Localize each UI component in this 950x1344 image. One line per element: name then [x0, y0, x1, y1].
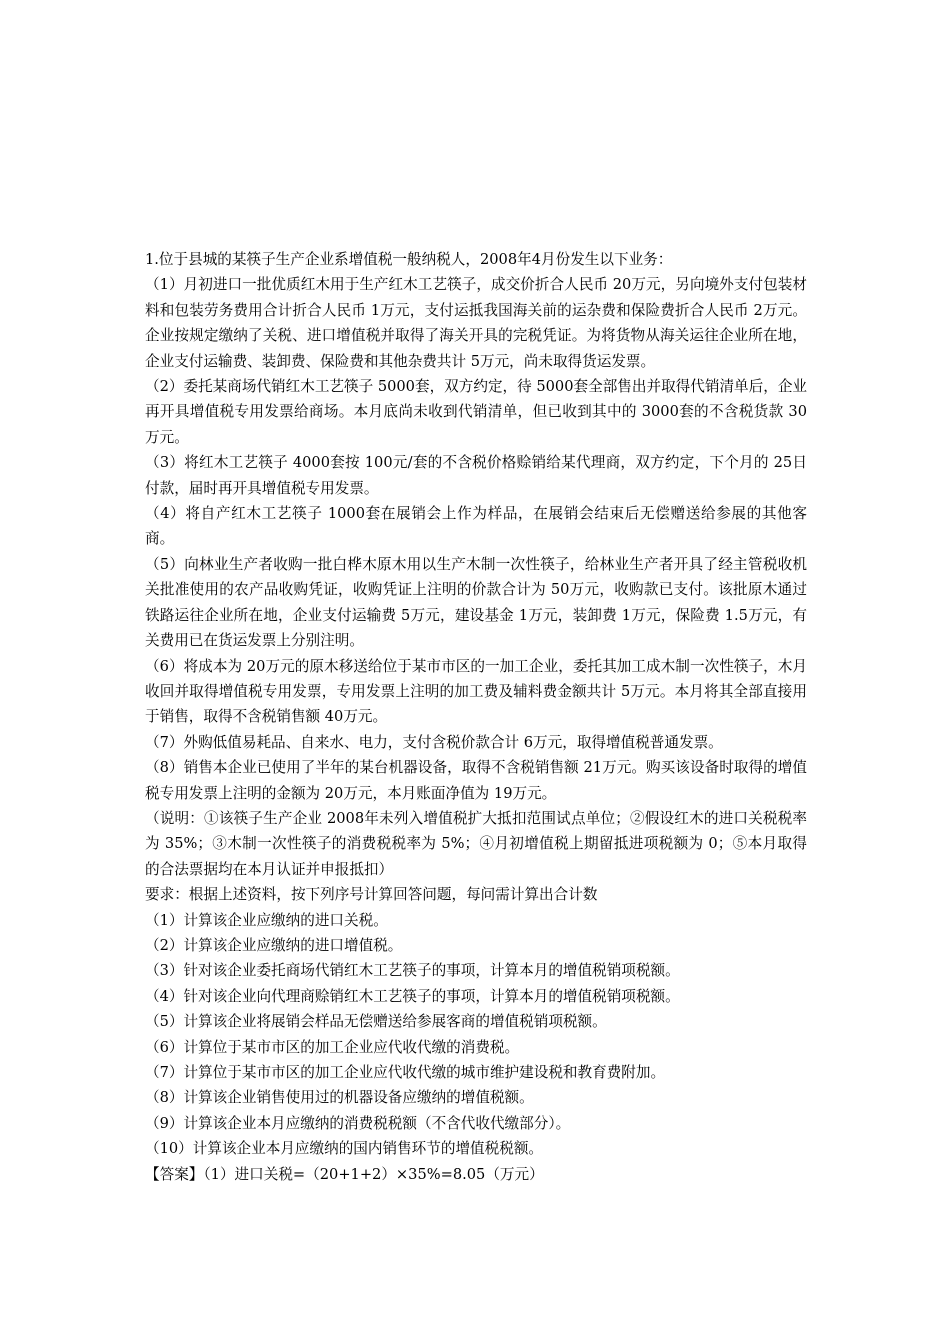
requirements-heading: 要求：根据上述资料，按下列序号计算回答问题，每问需计算出合计数 [145, 886, 598, 904]
business-item-4: （4）将自产红木工艺筷子 1000套在展销会上作为样品，在展销会结束后无偿赠送给参展的其他客商。 [145, 505, 807, 548]
requirement-6: （6）计算位于某市市区的加工企业应代收代缴的消费税。 [145, 1038, 520, 1056]
question-title: 1.位于县城的某筷子生产企业系增值税一般纳税人，2008年4月份发生以下业务： [145, 251, 673, 268]
business-item-5: （5）向林业生产者收购一批白桦木原木用以生产木制一次性筷子，给林业生产者开具了经主管税收机关批准使用的农产品收购凭证，收购凭证上注明的价款合计为 50万元，收购款已支付。该批原木通过铁路运往企业所在地，企业支付运输费 5万元，建设基金 1万元，装卸费 1万元，保险费 1.5万元，有关费用已在货运发票上分别注明。 [145, 555, 807, 650]
business-item-8: （8）销售本企业已使用了半年的某台机器设备，取得不含税销售额 21万元。购买该设备时取得的增值税专用发票上注明的金额为 20万元，本月账面净值为 19万元。 [145, 759, 807, 802]
document-body [145, 247, 807, 1187]
business-item-6: （6）将成本为 20万元的原木移送给位于某市市区的一加工企业，委托其加工成木制一次性筷子，木月收回并取得增值税专用发票，专用发票上注明的加工费及辅料费金额共计 5万元。本月将其全部直接用于销售，取得不含税销售额 40万元。 [145, 657, 807, 726]
requirement-2: （2）计算该企业应缴纳的进口增值税。 [145, 936, 403, 954]
requirement-8: （8）计算该企业销售使用过的机器设备应缴纳的增值税额。 [145, 1089, 534, 1107]
business-item-3: （3）将红木工艺筷子 4000套按 100元/套的不含税价格赊销给某代理商，双方约定，下个月的 25日付款，届时再开具增值税专用发票。 [145, 454, 807, 497]
requirement-3: （3）针对该企业委托商场代销红木工艺筷子的事项，计算本月的增值税销项税额。 [145, 962, 680, 980]
requirement-1: （1）计算该企业应缴纳的进口关税。 [145, 911, 388, 929]
requirement-9: （9）计算该企业本月应缴纳的消费税税额（不含代收代缴部分）。 [145, 1114, 571, 1132]
requirement-7: （7）计算位于某市市区的加工企业应代收代缴的城市维护建设税和教育费附加。 [145, 1064, 666, 1081]
business-item-7: （7）外购低值易耗品、自来水、电力，支付含税价款合计 6万元，取得增值税普通发票。 [145, 733, 723, 751]
business-item-1: （1）月初进口一批优质红木用于生产红木工艺筷子，成交价折合人民币 20万元，另向境外支付包装材料和包装劳务费用合计折合人民币 1万元，支付运抵我国海关前的运杂费和保险费折合人民币 2万元。企业按规定缴纳了关税、进口增值税并取得了海关开具的完税凭证。为将货物从海关运往企业所在地，企业支付运输费、装卸费、保险费和其他杂费共计 5万元，尚未取得货运发票。 [145, 276, 807, 370]
business-item-2: （2）委托某商场代销红木工艺筷子 5000套，双方约定，待 5000套全部售出并取得代销清单后，企业再开具增值税专用发票给商场。本月底尚未收到代销清单，但已收到其中的 3000套的不含税货款 30万元。 [145, 378, 808, 446]
notes-paragraph: （说明：①该筷子生产企业 2008年未列入增值税扩大抵扣范围试点单位；②假设红木的进口关税税率为 35%；③木制一次性筷子的消费税税率为 5%；④月初增值税上期留抵进项税额为 0；⑤本月取得的合法票据均在本月认证并申报抵扣） [145, 809, 807, 878]
answer-line: 【答案】（1）进口关税=（20+1+2）×35%=8.05（万元） [145, 1165, 544, 1183]
requirement-10: （10）计算该企业本月应缴纳的国内销售环节的增值税税额。 [145, 1140, 544, 1158]
requirement-4: （4）针对该企业向代理商赊销红木工艺筷子的事项，计算本月的增值税销项税额。 [145, 987, 680, 1005]
requirement-5: （5）计算该企业将展销会样品无偿赠送给参展客商的增值税销项税额。 [145, 1013, 607, 1031]
